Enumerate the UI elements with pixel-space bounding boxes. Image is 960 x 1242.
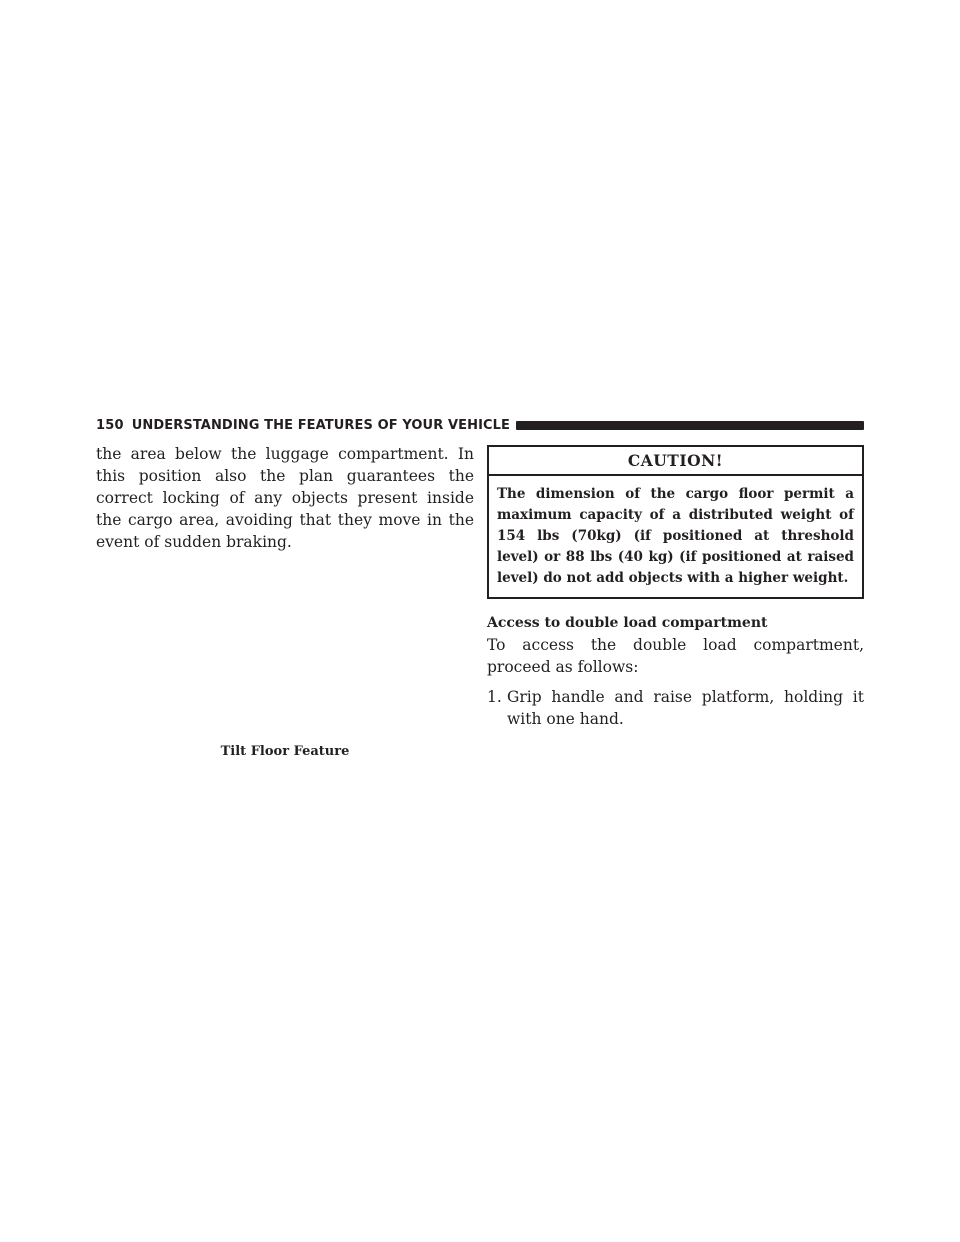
step-text: Grip handle and raise platform, holding it with one hand. bbox=[507, 688, 864, 728]
page-header bbox=[96, 416, 864, 434]
caution-text: The dimension of the cargo floor permit a maximum capacity of a distributed weight of 154 lbs (70kg) (if positioned at threshold level) or 88 lbs (40 kg) (if positioned at raised level) do not add objects with a higher weight. bbox=[497, 486, 854, 586]
header-rule bbox=[516, 421, 864, 430]
intro-paragraph: To access the double load compartment, proceed as follows: bbox=[487, 636, 864, 676]
section-subheading: Access to double load compartment bbox=[487, 615, 768, 631]
caution-box bbox=[487, 445, 864, 599]
section-title: UNDERSTANDING THE FEATURES OF YOUR VEHICLE bbox=[131, 417, 511, 433]
step-number: 1. bbox=[487, 688, 502, 706]
right-column bbox=[487, 445, 864, 730]
body-paragraph: the area below the luggage compartment. In this position also the plan guarantees the correct locking of any objects present inside the cargo area, avoiding that they move in the event of sudden braking. bbox=[96, 445, 474, 551]
left-column bbox=[96, 443, 474, 553]
page-number: 150 bbox=[96, 417, 124, 433]
list-item bbox=[487, 686, 864, 730]
figure-caption: Tilt Floor Feature bbox=[220, 744, 350, 759]
caution-title: CAUTION! bbox=[489, 447, 862, 476]
